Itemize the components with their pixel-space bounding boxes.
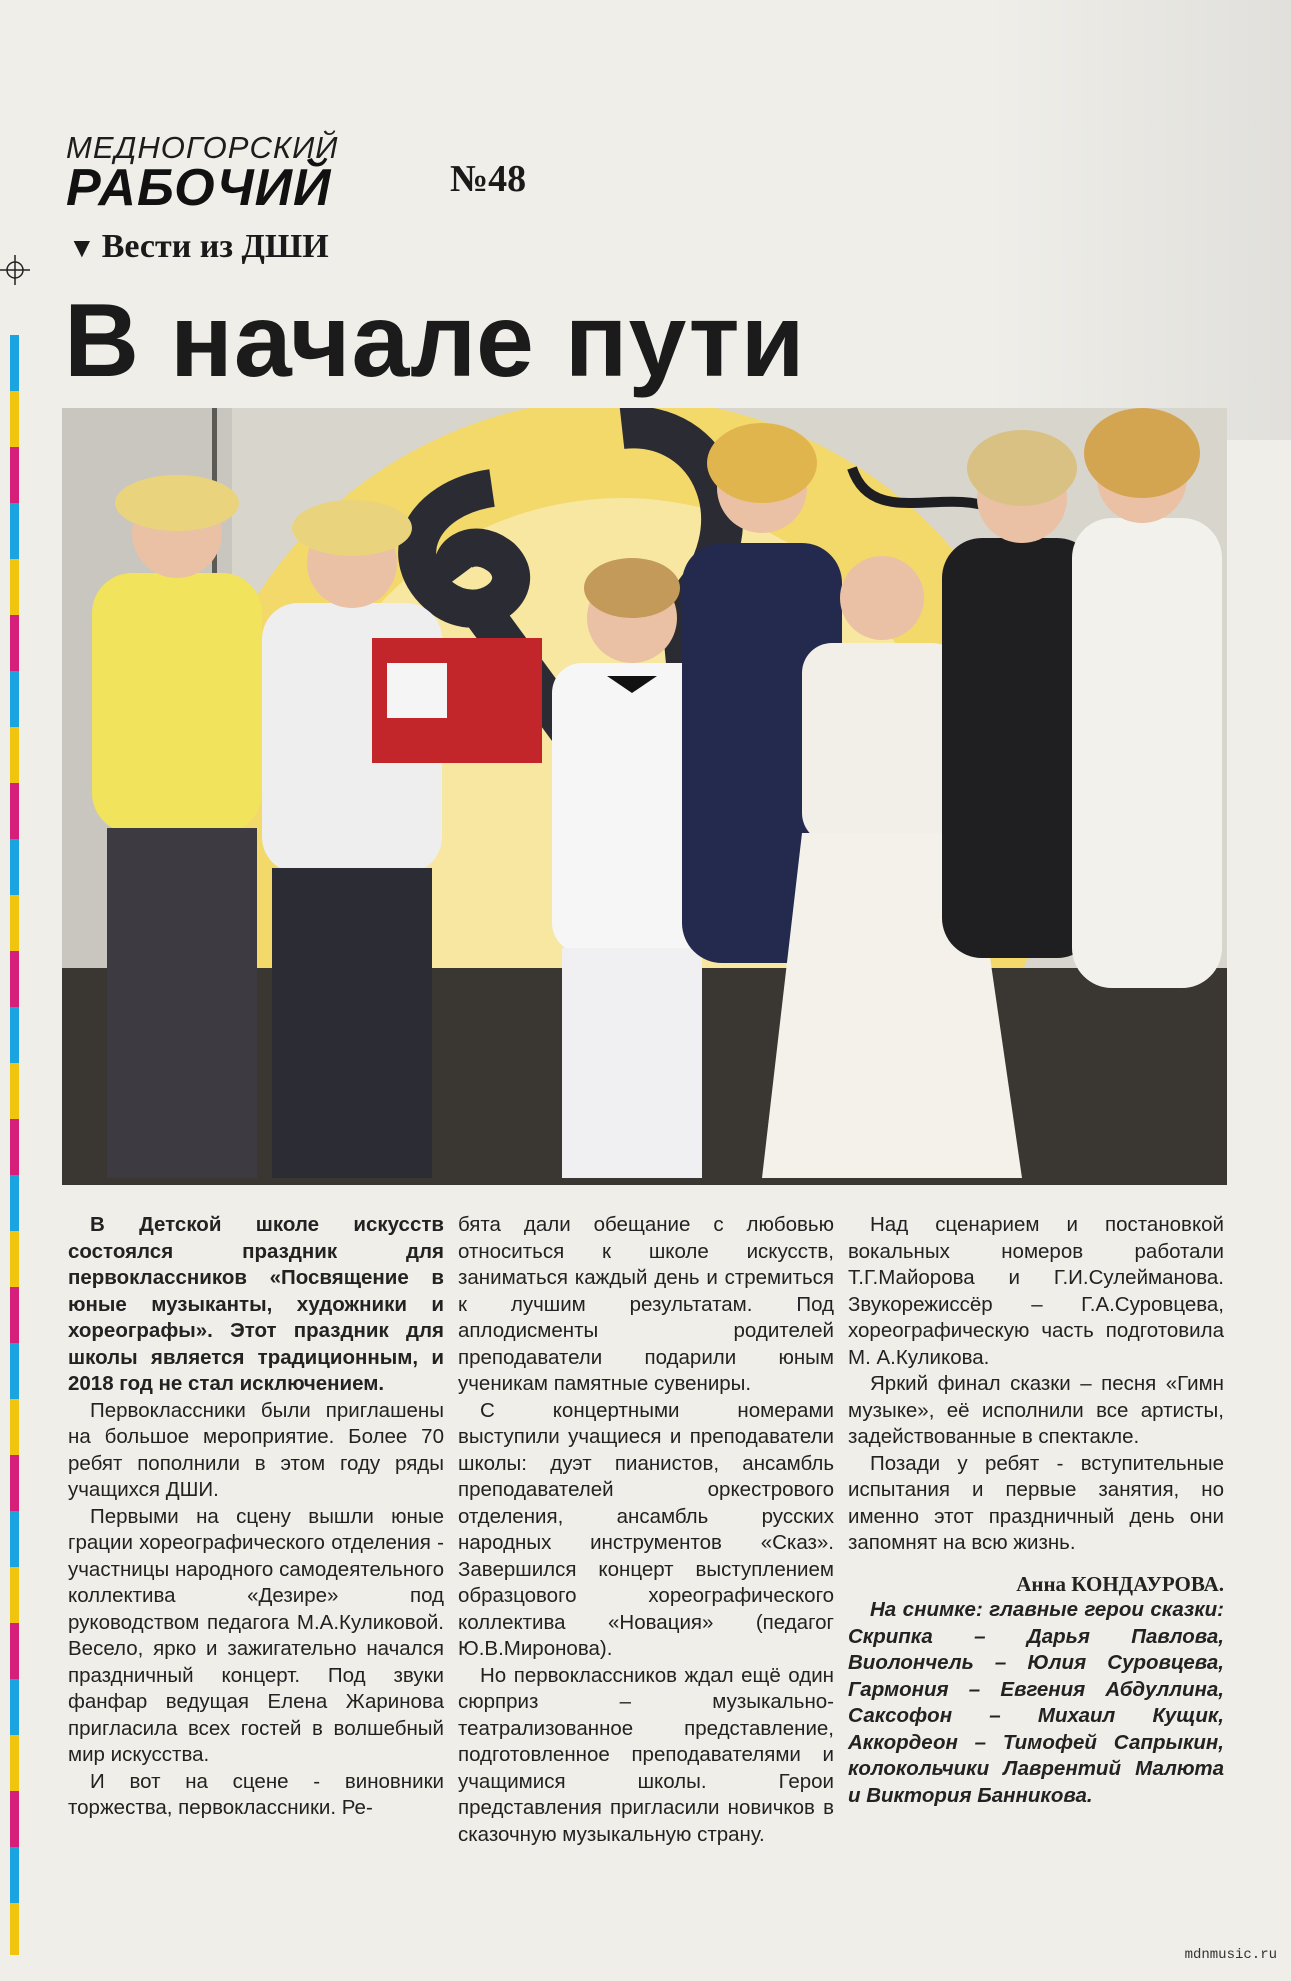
masthead-line2: РАБОЧИЙ: [66, 159, 332, 217]
issue-number: №48: [450, 158, 527, 200]
article-body: [68, 1212, 1228, 1848]
triangle-down-icon: ▼: [68, 233, 96, 264]
paragraph: Первыми на сцену вышли юные грации хореографического отделения - участницы народного самодеятельного коллектива «Дезире» под руководством педагога М.А.Куликовой. Весело, ярко и зажигательно начался праздничный концерт. Под звуки фанфар ведущая Елена Жаринова пригласила всех гостей в волшебный мир искусства.: [68, 1504, 444, 1766]
rubric-label: Вести из ДШИ: [101, 228, 329, 265]
article-photo: [62, 408, 1227, 1185]
column-1: [68, 1212, 444, 1848]
paragraph: И вот на сцене - виновники торжества, первоклассники. Ре-: [68, 1769, 444, 1819]
lead-paragraph: В Детской школе искусств состоялся праздник для первоклассников «Посвящение в юные музыканты, художники и хореографы». Этот праздник для школы является традиционным, и 2018 год не стал исключением.: [68, 1213, 444, 1395]
author-byline: Анна КОНДАУРОВА.: [1016, 1571, 1224, 1596]
paragraph: Позади у ребят - вступительные испытания и первые занятия, но именно этот праздничный день они запомнят на всю жизнь.: [848, 1451, 1224, 1554]
paragraph: Над сценарием и постановкой вокальных номеров работали Т.Г.Майорова и Г.И.Сулейманова. Звукорежиссёр – Г.А.Суровцева, хореографическую часть подготовила М. А.Куликова.: [848, 1213, 1224, 1369]
newspaper-masthead: [66, 130, 339, 217]
masthead-line1: МЕДНОГОРСКИЙ: [66, 130, 339, 165]
site-watermark: mdnmusic.ru: [1184, 1947, 1277, 1963]
photo-caption: На снимке: главные герои сказки: Скрипка – Дарья Павлова, Виолончель – Юлия Суровцева, Гармония – Евгения Абдуллина, Саксофон – Михаил Кущик, Аккордеон – Тимофей Сапрыкин, колокольчики Лаврентий Малюта и Виктория Банникова.: [848, 1598, 1224, 1807]
paragraph: Но первоклассников ждал ещё один сюрприз – музыкально-театрализованное представление, подготовленное преподавателями и учащимися школы. Герои представления пригласили новичков в сказочную музыкальную страну.: [458, 1663, 834, 1846]
column-3: [848, 1212, 1224, 1848]
bleed-through-area: [991, 0, 1291, 440]
section-rubric: [68, 228, 329, 266]
registration-mark-icon: [0, 255, 30, 285]
paragraph: С концертными номерами выступили учащиеся и преподаватели школы: дуэт пианистов, ансамбль преподавателей оркестрового отделения, ансамбль русских народных инструментов «Сказ». Завершился концерт выступлением образцового хореографического коллектива «Новация» (педагог Ю.В.Миронова).: [458, 1398, 834, 1660]
paragraph: бята дали обещание с любовью относиться к школе искусств, заниматься каждый день и стремиться к лучшим результатам. Под аплодисменты родителей преподаватели подарили юным ученикам памятные сувениры.: [458, 1213, 834, 1395]
paragraph: Первоклассники были приглашены на большое мероприятие. Более 70 ребят пополнили в этом году ряды учащихся ДШИ.: [68, 1398, 444, 1501]
column-2: [458, 1212, 834, 1848]
paragraph: Яркий финал сказки – песня «Гимн музыке», её исполнили все артисты, задействованные в спектакле.: [848, 1372, 1224, 1448]
article-headline: В начале пути: [64, 283, 806, 399]
color-registration-strip: [10, 335, 19, 1955]
